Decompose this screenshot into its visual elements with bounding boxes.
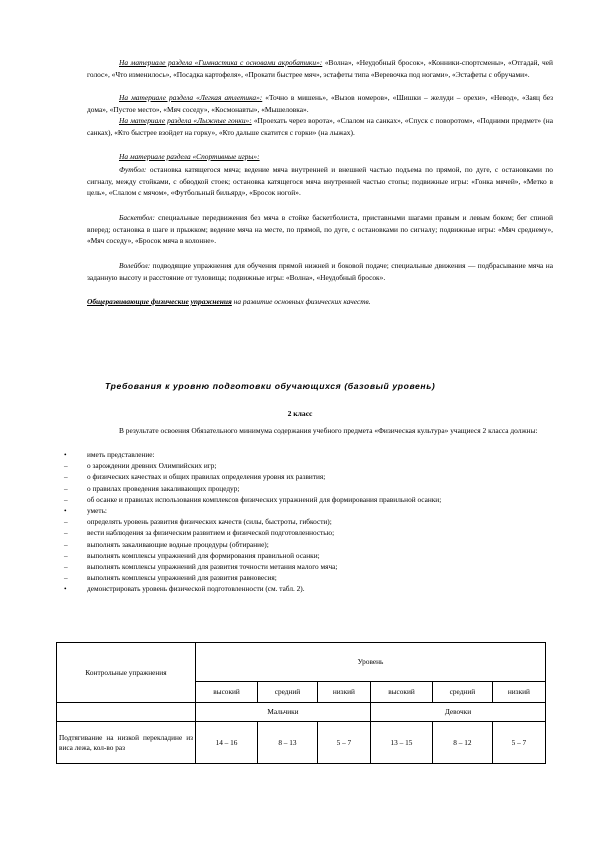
- section-label: На материале раздела «Спортивные игры»:: [119, 152, 260, 161]
- paragraph-text: остановка катящегося мяча; ведение мяча внутренней и внешней частью подъема по прямой, по дуге, с остановками по сигналу, между стойками, с обводкой стоек; остановка катящегося мяча внутренней частью стопы; подвижные игры: «Гонка мячей», «Метко в цель», «Слалом с мячом», «Футбольный бильярд», «Бросок ногой».: [87, 165, 553, 197]
- dash-marker: –: [64, 472, 68, 482]
- dash-marker: –: [64, 573, 68, 583]
- dash-marker: –: [64, 528, 68, 538]
- list-item: [64, 460, 554, 471]
- list-item-text: выполнять комплексы упражнений для формирования правильной осанки;: [87, 550, 320, 560]
- list-item-text: об осанке и правилах использования комплексов физических упражнений для формирования правильной осанки;: [87, 494, 442, 504]
- dash-marker: –: [64, 539, 68, 549]
- list-item: [64, 505, 554, 516]
- list-item: [64, 583, 554, 594]
- norm-value-cell: 14 – 16: [196, 722, 258, 764]
- grade-title: 2 класс: [287, 409, 313, 418]
- dash-marker: –: [64, 494, 68, 504]
- section-label: Общеразвивающие физические упражнения: [87, 297, 232, 306]
- paragraph-basketball: [87, 212, 553, 247]
- dash-marker: –: [64, 517, 68, 527]
- table-level-cell: высокий: [370, 682, 432, 703]
- norm-value-cell: 8 – 13: [258, 722, 318, 764]
- table-header-boys: Мальчики: [196, 703, 371, 722]
- list-item-text: выполнять комплексы упражнений для развития равновесия;: [87, 573, 277, 583]
- norm-value-cell: 5 – 7: [492, 722, 545, 764]
- list-item: [64, 471, 554, 482]
- dash-marker: –: [64, 550, 68, 560]
- requirements-heading: Требования к уровню подготовки обучающихся (базовый уровень): [105, 381, 436, 391]
- list-item-text: определять уровень развития физических качеств (силы, быстроты, гибкости);: [87, 517, 332, 527]
- table-level-cell: высокий: [196, 682, 258, 703]
- list-item-text: о зарождении древних Олимпийских игр;: [87, 461, 217, 471]
- list-item-text: о физических качествах и общих правилах определения уровня их развития;: [87, 472, 326, 482]
- bullet-marker: •: [64, 506, 67, 516]
- requirements-intro: В результате освоения Обязательного минимума содержания учебного предмета «Физическая культура» учащиеся 2 класса должны:: [119, 426, 538, 435]
- list-item: [64, 449, 554, 460]
- paragraph-athletics: [87, 92, 553, 115]
- paragraph-football: [87, 164, 553, 199]
- table-header-level: Уровень: [196, 643, 546, 682]
- table-level-cell: средний: [433, 682, 493, 703]
- list-item-text: уметь:: [87, 506, 107, 516]
- list-item-text: выполнять комплексы упражнений для развития точности метания малого мяча;: [87, 562, 338, 572]
- list-item-text: демонстрировать уровень физической подготовленности (см. табл. 2).: [87, 584, 305, 594]
- table-level-cell: средний: [258, 682, 318, 703]
- table-level-cell: низкий: [492, 682, 545, 703]
- paragraph-text: на развитие основных физических качеств.: [231, 297, 371, 306]
- list-item: [64, 516, 554, 527]
- paragraph-text: «Проехать через ворота», «Слалом на санках», «Спуск с поворотом», «Подними предмет» (на санках), «Кто быстрее взойдет на горку», «Кто дальше скатится с горки» (на лыжах).: [87, 116, 553, 137]
- paragraph-volleyball: [87, 260, 553, 283]
- paragraph-text: специальные передвижения без мяча в стойке баскетболиста, приставными шагами правым и левым боком; бег спиной вперед; остановка в шаге и прыжком; ведение мяча на месте, по прямой, по дуге, с остановками по сигналу; подвижные игры: «Мяч среднему», «Мяч соседу», «Бросок мяча в колонне».: [87, 213, 553, 245]
- table-header-girls: Девочки: [370, 703, 545, 722]
- paragraph-gymnastics: [87, 57, 553, 80]
- list-item: [64, 572, 554, 583]
- exercise-name-cell: Подтягивание на низкой перекладине из виса лежа, кол-во раз: [57, 722, 196, 764]
- dash-marker: –: [64, 461, 68, 471]
- section-label: На материале раздела «Легкая атлетика»:: [119, 93, 263, 102]
- norm-value-cell: 8 – 12: [433, 722, 493, 764]
- paragraph-text: подводящие упражнения для обучения прямой нижней и боковой подаче; специальные движения — подбрасывание мяча на заданную высоту и расстояние от туловища; подвижные игры: «Волна», «Неудобный бросок».: [87, 261, 553, 282]
- section-label: На материале раздела «Лыжные гонки»:: [119, 116, 252, 125]
- table-header-exercises: Контрольные упражнения: [57, 643, 196, 703]
- section-label: На материале раздела «Гимнастика с основами акробатики»:: [119, 58, 323, 67]
- paragraph-ski: [87, 115, 553, 138]
- sport-label: Баскетбол:: [119, 213, 155, 222]
- requirements-list: [64, 449, 554, 595]
- dash-marker: –: [64, 562, 68, 572]
- dash-marker: –: [64, 483, 68, 493]
- sport-label: Футбол:: [119, 165, 147, 174]
- list-item: [64, 539, 554, 550]
- sport-label: Волейбол:: [119, 261, 151, 270]
- norms-table: [56, 642, 546, 764]
- norm-value-cell: 5 – 7: [317, 722, 370, 764]
- list-item: [64, 527, 554, 538]
- list-item-text: вести наблюдения за физическим развитием и физической подготовленностью;: [87, 528, 335, 538]
- paragraph-general: [87, 296, 553, 308]
- list-item: [64, 550, 554, 561]
- list-item-text: иметь представление:: [87, 450, 155, 459]
- list-item: [64, 483, 554, 494]
- bullet-marker: •: [64, 584, 67, 594]
- paragraph-sport-games: [87, 151, 553, 163]
- list-item: [64, 494, 554, 505]
- list-item: [64, 561, 554, 572]
- bullet-marker: •: [64, 450, 67, 459]
- table-row: [57, 722, 546, 764]
- table-level-cell: низкий: [317, 682, 370, 703]
- norm-value-cell: 13 – 15: [370, 722, 432, 764]
- paragraph-text: «Точно в мишень», «Вызов номеров», «Шишки – желуди – орехи», «Невод», «Заяц без дома», «Пустое место», «Мяч соседу», «Космонавты», «Мышеловка».: [87, 93, 553, 114]
- list-item-text: о правилах проведения закаливающих процедур;: [87, 483, 240, 493]
- list-item-text: выполнять закаливающие водные процедуры (обтирание);: [87, 539, 269, 549]
- paragraph-text: «Волна», «Неудобный бросок», «Конники-спортсмены», «Отгадай, чей голос», «Что изменилось», «Посадка картофеля», «Прокати быстрее мяч», эстафеты типа «Веревочка под ногами», «Эстафеты с обручами».: [87, 58, 553, 79]
